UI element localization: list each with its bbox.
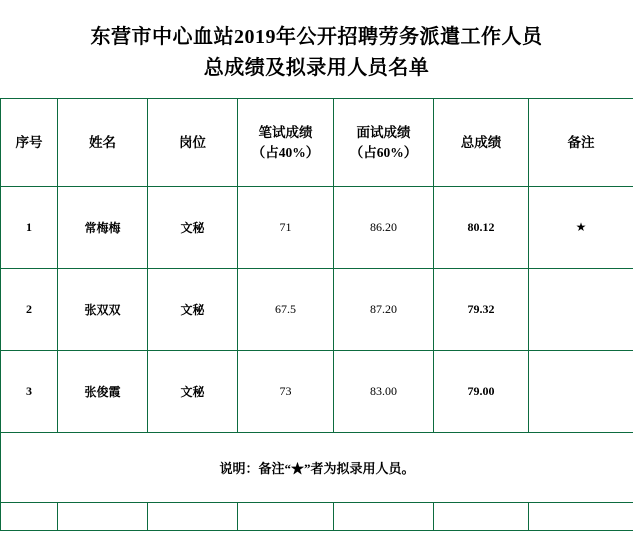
cell-written-score: 73 — [238, 351, 334, 433]
column-header-index: 序号 — [1, 99, 58, 187]
tail-cell — [238, 503, 334, 531]
tail-cell — [529, 503, 633, 531]
document-title — [0, 0, 633, 98]
tail-cell — [334, 503, 434, 531]
column-header-total: 总成绩 — [434, 99, 529, 187]
cell-written-score: 71 — [238, 187, 334, 269]
column-header-written-weight: （占40%） — [251, 144, 320, 160]
cell-post: 文秘 — [148, 269, 238, 351]
cell-index: 3 — [1, 351, 58, 433]
cell-name: 常梅梅 — [58, 187, 148, 269]
column-header-interview-weight: （占60%） — [349, 144, 418, 160]
column-header-name: 姓名 — [58, 99, 148, 187]
cell-remark — [529, 351, 633, 433]
cell-total-score: 79.32 — [434, 269, 529, 351]
cell-name: 张俊霞 — [58, 351, 148, 433]
title-line-2: 总成绩及拟录用人员名单 — [203, 57, 430, 79]
tail-cell — [434, 503, 529, 531]
column-header-interview — [334, 99, 434, 187]
cell-remark — [529, 269, 633, 351]
cell-interview-score: 87.20 — [334, 269, 434, 351]
column-header-remark: 备注 — [529, 99, 633, 187]
tail-cell — [58, 503, 148, 531]
column-header-interview-label: 面试成绩 — [356, 124, 411, 140]
table-row — [1, 269, 633, 351]
cell-name: 张双双 — [58, 269, 148, 351]
cell-interview-score: 83.00 — [334, 351, 434, 433]
table-note: 说明：备注“★”者为拟录用人员。 — [1, 433, 633, 503]
cell-written-score: 67.5 — [238, 269, 334, 351]
cell-remark: ★ — [529, 187, 633, 269]
column-header-post: 岗位 — [148, 99, 238, 187]
cell-post: 文秘 — [148, 351, 238, 433]
table-row — [1, 351, 633, 433]
cell-post: 文秘 — [148, 187, 238, 269]
tail-cell — [148, 503, 238, 531]
cell-total-score: 80.12 — [434, 187, 529, 269]
results-table — [0, 98, 633, 531]
table-row — [1, 187, 633, 269]
cell-index: 2 — [1, 269, 58, 351]
title-line-1: 东营市中心血站2019年公开招聘劳务派遣工作人员 — [90, 26, 543, 48]
table-tail-row — [1, 503, 633, 531]
table-header-row — [1, 99, 633, 187]
cell-index: 1 — [1, 187, 58, 269]
cell-total-score: 79.00 — [434, 351, 529, 433]
table-note-row — [1, 433, 633, 503]
column-header-written — [238, 99, 334, 187]
cell-interview-score: 86.20 — [334, 187, 434, 269]
tail-cell — [1, 503, 58, 531]
column-header-written-label: 笔试成绩 — [258, 124, 313, 140]
